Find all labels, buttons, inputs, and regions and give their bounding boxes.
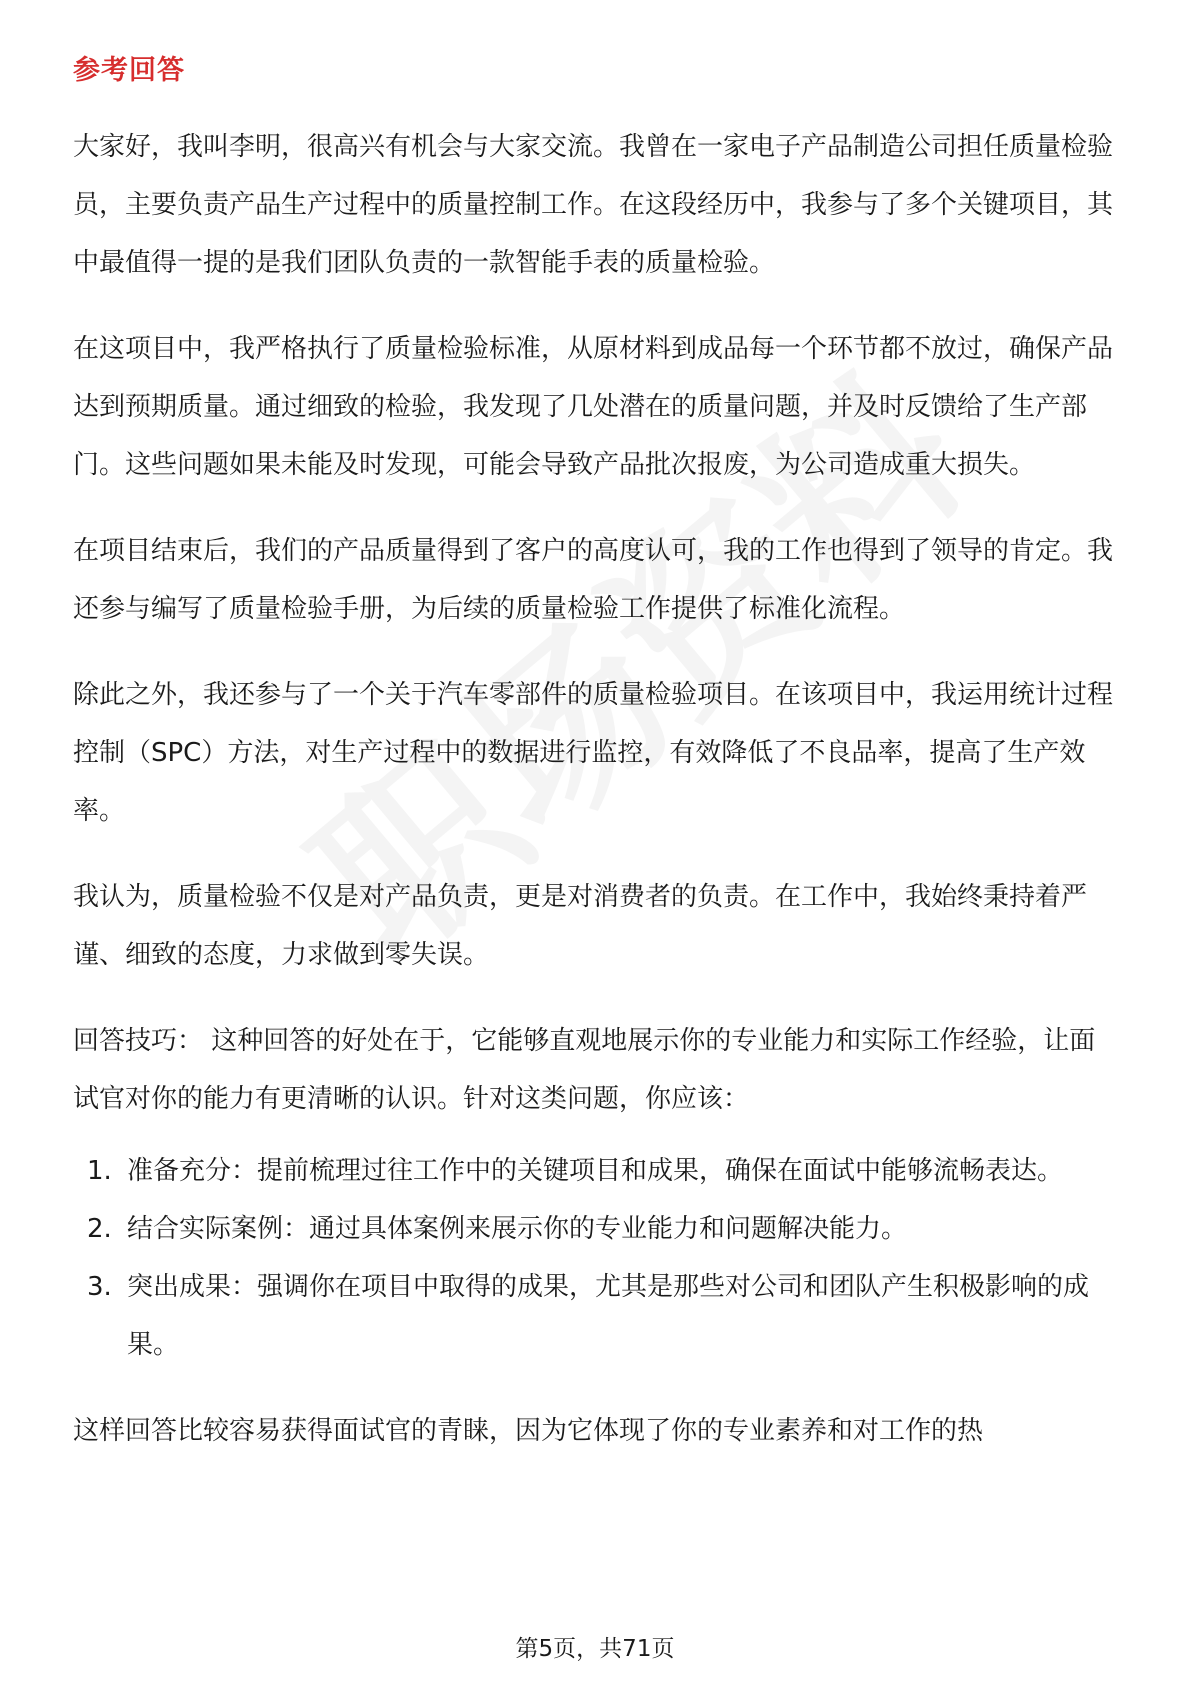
list-item xyxy=(73,1258,1118,1374)
list-number: 3. xyxy=(87,1272,112,1302)
tips-intro: 回答技巧： 这种回答的好处在于，它能够直观地展示你的专业能力和实际工作经验，让面试官对你的能力有更清晰的认识。针对这类问题，你应该： xyxy=(73,1026,1096,1114)
paragraph-spc: 除此之外，我还参与了一个关于汽车零部件的质量检验项目。在该项目中，我运用统计过程控制（SPC）方法，对生产过程中的数据进行监控，有效降低了不良品率，提高了生产效率。 xyxy=(73,680,1114,826)
paragraph-result: 在项目结束后，我们的产品质量得到了客户的高度认可，我的工作也得到了领导的肯定。我还参与编写了质量检验手册，为后续的质量检验工作提供了标准化流程。 xyxy=(73,536,1114,624)
list-text: 突出成果：强调你在项目中取得的成果，尤其是那些对公司和团队产生积极影响的成果。 xyxy=(127,1272,1090,1360)
paragraph-project: 在这项目中，我严格执行了质量检验标准，从原材料到成品每一个环节都不放过，确保产品达到预期质量。通过细致的检验，我发现了几处潜在的质量问题，并及时反馈给了生产部门。这些问题如果未能及时发现，可能会导致产品批次报废，为公司造成重大损失。 xyxy=(73,334,1114,480)
tips-list xyxy=(73,1142,1118,1374)
paragraph-attitude: 我认为，质量检验不仅是对产品负责，更是对消费者的负责。在工作中，我始终秉持着严谨、细致的态度，力求做到零失误。 xyxy=(73,882,1088,970)
list-text: 结合实际案例：通过具体案例来展示你的专业能力和问题解决能力。 xyxy=(127,1214,908,1244)
section-heading: 参考回答 xyxy=(73,55,185,86)
list-number: 1. xyxy=(87,1156,112,1186)
list-item xyxy=(73,1142,1118,1200)
list-number: 2. xyxy=(87,1214,112,1244)
content-body xyxy=(73,118,1118,1488)
list-text: 准备充分：提前梳理过往工作中的关键项目和成果，确保在面试中能够流畅表达。 xyxy=(127,1156,1064,1186)
page-number: 第5页，共71页 xyxy=(515,1636,675,1662)
paragraph-closing: 这样回答比较容易获得面试官的青睐，因为它体现了你的专业素养和对工作的热 xyxy=(73,1416,984,1446)
list-item xyxy=(73,1200,1118,1258)
paragraph-intro: 大家好，我叫李明，很高兴有机会与大家交流。我曾在一家电子产品制造公司担任质量检验员，主要负责产品生产过程中的质量控制工作。在这段经历中，我参与了多个关键项目，其中最值得一提的是我们团队负责的一款智能手表的质量检验。 xyxy=(73,132,1114,278)
